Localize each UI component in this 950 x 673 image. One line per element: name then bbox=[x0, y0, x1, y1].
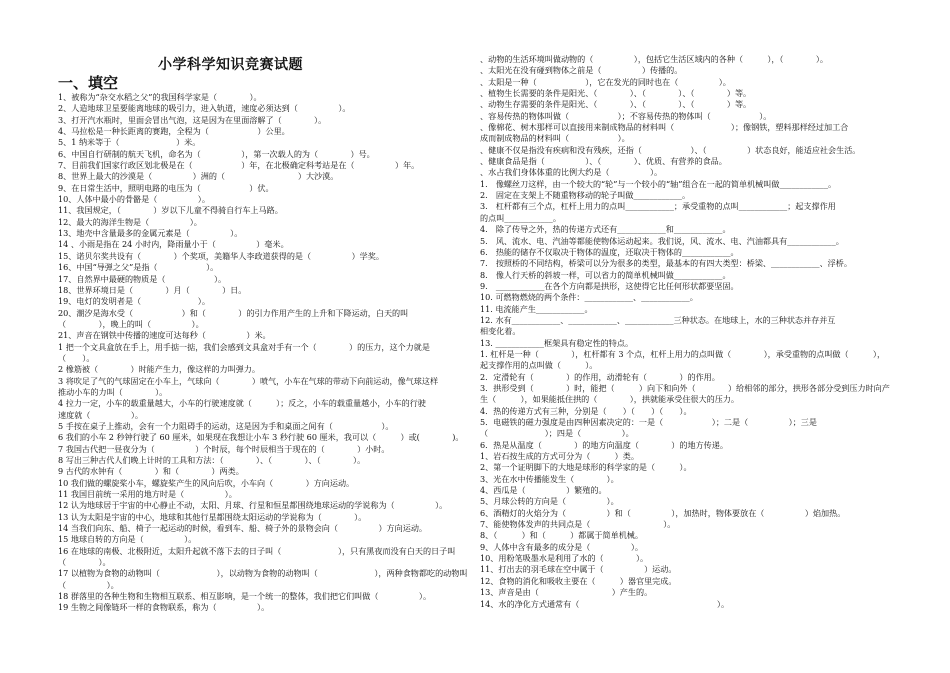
question-line: 16 在地球的南极、北极附近，太阳升起就不落下去的日子叫（ ），只有黑夜而没有白天的日子叫 bbox=[58, 545, 456, 556]
question-line: 2 橡筋被（ ）时能产生力，像这样的力叫弹力。 bbox=[58, 364, 260, 375]
question-line: 20、潮汐是海水受（ ）和（ ）的引力作用产生的上升和下降运动，白天的叫 bbox=[58, 307, 409, 318]
question-line: 推动小车的力叫（ ）。 bbox=[58, 386, 168, 397]
right-question-list bbox=[480, 54, 890, 610]
question-line: （ ），晚上的叫（ ）。 bbox=[58, 318, 204, 329]
question-line: 4．热的传递方式有三种，分别是（ ）（ ）（ ）。 bbox=[480, 405, 692, 416]
question-line: 12、最大的海洋生物是（ ）。 bbox=[58, 216, 202, 227]
question-line: 17、自然界中最硬的物质是（ ）。 bbox=[58, 273, 227, 284]
question-line: 2、人造地球卫星要能离地球的吸引力，进入轨道，速度必须达到（ ）。 bbox=[58, 103, 351, 114]
question-line: 14 、小雨是指在 24 小时内，降雨量小于（ ）毫米。 bbox=[58, 239, 289, 250]
question-line: 16、中国“导弹之父”是指（ ）。 bbox=[58, 262, 219, 273]
question-line: 10、用粉笔吸墨水是利用了水的（ ）。 bbox=[480, 553, 649, 564]
question-line: 11 我国目前统一采用的地方时是（ ）。 bbox=[58, 489, 237, 500]
question-line: 2．定滑轮有（ ）的作用，动滑轮有（ ）的作用。 bbox=[480, 371, 720, 382]
question-line: 生（ ），如果能抵住拱的（ ），拱就能承受住很大的压力。 bbox=[480, 394, 739, 405]
question-line: 1、岩石按生成的方式可分为（ ）类。 bbox=[480, 451, 639, 462]
question-line: 14、水的净化方式通常有（ ）。 bbox=[480, 598, 730, 609]
question-line: 7 我国古代把一昼夜分为（ ）个时辰，每个时辰相当于现在的（ ）小时。 bbox=[58, 443, 390, 454]
question-line: 11. 电流能产生____________。 bbox=[480, 303, 593, 314]
question-line: 、动物生存需要的条件是阳光、（ ）、（ ）、（ ）等。 bbox=[480, 99, 752, 110]
question-line: 4. 除了传导之外，热的传递方式还有____________和____________。 bbox=[480, 224, 731, 235]
question-line: 10、人体中最小的骨骼是（ ）。 bbox=[58, 194, 210, 205]
question-line: 9、在日常生活中，照明电路的电压为（ ）伏。 bbox=[58, 182, 274, 193]
question-line: 、水占我们身体体重的比例大约是（ ）。 bbox=[480, 167, 663, 178]
question-line: 1. 像螺丝刀这样，由一个较大的“轮”与一个较小的“轴”组合在一起的简单机械叫做____________。 bbox=[480, 178, 837, 189]
question-line: 6．热是从温度（ ）的地方向温度（ ）的地方传递。 bbox=[480, 439, 728, 450]
question-line: 7、能使物体发声的共同点是（ ）。 bbox=[480, 519, 676, 530]
question-line: （ ）；四是（ ）。 bbox=[480, 428, 634, 439]
left-question-list bbox=[58, 92, 473, 614]
question-line: 5 手按在桌子上推动，会有一个力阻碍手的运动，这是因为手和桌面之间有（ ）。 bbox=[58, 420, 394, 431]
question-line: 5、1 纳米等于（ ）米。 bbox=[58, 137, 201, 148]
question-line: 1 把一个文具盒放在手上，用手掂一掂，我们会感到文具盒对手有一个（ ）的压力，这个力就是 bbox=[58, 341, 430, 352]
question-line: 、健康食品是指（ ）、（ ）、优质、有营养的食品。 bbox=[480, 156, 727, 167]
question-line: 3 将吹足了气的气球固定在小车上，气球向（ ）喷气，小车在气球的带动下向前运动，像气球这样 bbox=[58, 375, 439, 386]
section-heading: 一、填空 bbox=[58, 74, 119, 92]
question-line: 3．拱形受到（ ）时，能把（ ）向下和向外（ ）给相邻的部分，拱形各部分受到压力时向产 bbox=[480, 382, 890, 393]
question-line: 8、（ ）和（ ）都属于简单机械。 bbox=[480, 530, 643, 541]
question-line: 13、地壳中含量最多的金属元素是（ ）。 bbox=[58, 228, 243, 239]
question-line: 5．电磁铁的磁力强度是由四种因素决定的：一是（ ）；二是（ ）；三是 bbox=[480, 417, 817, 427]
question-line: 19 生物之间像链环一样的食物联系，称为（ ）。 bbox=[58, 602, 270, 613]
question-line: （ ）。 bbox=[58, 352, 95, 363]
question-line: 8. 像人行天桥的斜坡一样，可以省力的简单机械叫做____________。 bbox=[480, 269, 731, 280]
question-line: （ ）。 bbox=[58, 557, 111, 568]
question-line: 、太阳光在没有碰到物体之前是（ ）传播的。 bbox=[480, 65, 683, 76]
question-line: 1. 杠杆是一种（ ），杠杆都有 3 个点，杠杆上用力的点叫做（ ），承受重物的点叫做（ ）， bbox=[480, 348, 886, 359]
question-line: 6、中国自行研制的航天飞机，命名为（ ），第一次载人的为（ ）号。 bbox=[58, 148, 375, 159]
question-line: 相变化着。 bbox=[480, 326, 521, 337]
question-line: 、容易传热的物体叫做（ ）；不容易传热的物体叫（ ）。 bbox=[480, 110, 772, 121]
question-line: 10. 可燃物燃烧的两个条件：____________、____________。 bbox=[480, 292, 698, 303]
question-line: 8、世界上最大的沙漠是（ ）洲的（ ）大沙漠。 bbox=[58, 171, 339, 182]
question-line: 13、声音是由（ ）产生的。 bbox=[480, 587, 653, 598]
question-line: 、健康不仅是指没有疾病和没有残疾，还指（ ）、（ ）状态良好，能适应社会生活。 bbox=[480, 144, 861, 155]
question-line: 、动物的生活环境叫做动物的（ ），包括它生活区域内的各种（ ），（ ）。 bbox=[480, 54, 829, 64]
question-line: 19、电灯的发明者是（ ）。 bbox=[58, 296, 210, 307]
question-line: 6. 热能的储存不仅取决于物体的温度，还取决于物体的____________。 bbox=[480, 246, 739, 257]
question-line: 15 地球自转的方向是（ ）。 bbox=[58, 534, 197, 545]
question-line: 4、马拉松是一种长距离的赛跑，全程为（ ）公里。 bbox=[58, 126, 290, 137]
question-line: 5、月球公转的方向是（ ）。 bbox=[480, 496, 619, 507]
question-line: 10 我们做的螺旋桨小车，螺旋桨产生的风向后吹，小车向（ ）方向运动。 bbox=[58, 477, 355, 488]
question-line: 12. 水有____________、____________、____________三种状态。在地球上，水的三种状态并存并互 bbox=[480, 314, 836, 325]
question-line: 9. ____________在各个方向都是拱形，这使得它比任何形状都要坚固。 bbox=[480, 280, 739, 291]
question-line: 11、我国规定，（ ）岁以下儿童不得骑自行车上马路。 bbox=[58, 205, 283, 216]
question-line: 13 认为太阳是宇宙的中心，地球和其他行星都围绕太阳运动的学说称为（ ）。 bbox=[58, 511, 367, 522]
question-line: 、太阳是一种（ ），它在发光的同时也在（ ）。 bbox=[480, 76, 731, 87]
question-line: 17 以植物为食物的动物叫（ ），以动物为食物的动物叫（ ），两种食物都吃的动物叫 bbox=[58, 568, 468, 579]
question-line: 7. 按照桥的不同结构，桥梁可以分为很多的类型，最基本的有四大类型：桥梁、____________、浮桥。 bbox=[480, 258, 852, 269]
question-line: 、像棉花、树木那样可以直接用来制成物品的材料叫（ ）；像钢铁，塑料那样经过加工合 bbox=[480, 122, 849, 133]
question-line: 4 拉力一定，小车的载重量越大，小车的行驶速度就（ ）；反之，小车的载重量越小，小车的行驶 bbox=[58, 398, 426, 409]
question-line: 9 古代的水钟有（ ）和（ ）两类。 bbox=[58, 466, 244, 477]
question-line: 21、声音在钢铁中传播的速度可达每秒（ ）米。 bbox=[58, 330, 271, 341]
question-line: 3、光在水中传播能发生（ ）。 bbox=[480, 473, 619, 484]
question-line: 3、打开汽水瓶时，里面会冒出气泡，这是因为在里面溶解了（ ）。 bbox=[58, 114, 327, 125]
question-line: 3. 杠杆都有三个点，杠杆上用力的点叫____________；承受重物的点叫____________；起支撑作用 bbox=[480, 201, 836, 212]
question-line: 的点叫____________。 bbox=[480, 212, 561, 223]
question-line: 13. ____________框架具有稳定性的特点。 bbox=[480, 337, 634, 348]
question-line: 4、西瓜是（ ）繁殖的。 bbox=[480, 485, 607, 496]
question-line: 15、诺贝尔奖共设有（ ）个奖项，美籍华人李政道获得的是（ ）学奖。 bbox=[58, 250, 384, 261]
question-line: 7、目前我们国家行政区划北极是在（ ）年，在北极确定科考站是在（ ）年。 bbox=[58, 160, 420, 171]
question-line: （ ）。 bbox=[58, 579, 119, 590]
question-line: 起支撑作用的点叫做（ ）。 bbox=[480, 360, 598, 371]
question-line: 6、酒精灯的火焰分为（ ）和（ ），加热时，物体要放在（ ）焰加热。 bbox=[480, 507, 846, 518]
question-line: 1、被称为“杂交水稻之父”的我国科学家是（ ）。 bbox=[58, 92, 262, 102]
question-line: 、植物生长需要的条件是阳光、（ ）、（ ）、（ ）等。 bbox=[480, 88, 752, 99]
question-line: 8 写出三种古代人们晚上计时的工具和方法：（ ）、（ ）、（ ）。 bbox=[58, 455, 366, 465]
question-line: 11、打出去的羽毛球在空中属于（ ）运动。 bbox=[480, 564, 677, 575]
question-line: 12、食物的消化和吸收主要在（ ）器官里完成。 bbox=[480, 575, 677, 586]
question-line: 5. 风、流水、电、汽油等都能使物体运动起来。我们说，风、流水、电、汽油都具有____________。 bbox=[480, 235, 844, 246]
question-line: 14 当我们向东、船、椅子一起运动的时候，看到车、船、椅子外的景物会向（ ）方向运动。 bbox=[58, 523, 428, 534]
question-line: 18 群落里的各种生物和生物相互联系、相互影响，是一个统一的整体，我们把它们叫做（ ）。 bbox=[58, 591, 432, 602]
question-line: 速度就（ ）。 bbox=[58, 409, 143, 420]
question-line: 12 认为地球居于宇宙的中心静止不动，太阳、月球、行星和恒星都围绕地球运动的学说称为（ ）。 bbox=[58, 500, 448, 511]
question-line: 2. 固定在支架上不随重物移动的轮子叫做____________。 bbox=[480, 190, 691, 201]
question-line: 18、世界环境日是（ ）月（ ）日。 bbox=[58, 284, 247, 295]
question-line: 9、人体中含有最多的成分是（ ）。 bbox=[480, 541, 643, 552]
question-line: 成而制成物品的材料叫（ ）。 bbox=[480, 133, 630, 144]
document-title: 小学科学知识竞赛试题 bbox=[158, 57, 303, 73]
question-line: 2、第一个证明脚下的大地是球形的科学家的是（ ）。 bbox=[480, 462, 692, 473]
question-line: 6 我们的小车 2 秒钟行驶了 60 厘米，如果现在我想让小车 3 秒行驶 60 厘米，我可以（ ）或( )。 bbox=[58, 432, 464, 443]
